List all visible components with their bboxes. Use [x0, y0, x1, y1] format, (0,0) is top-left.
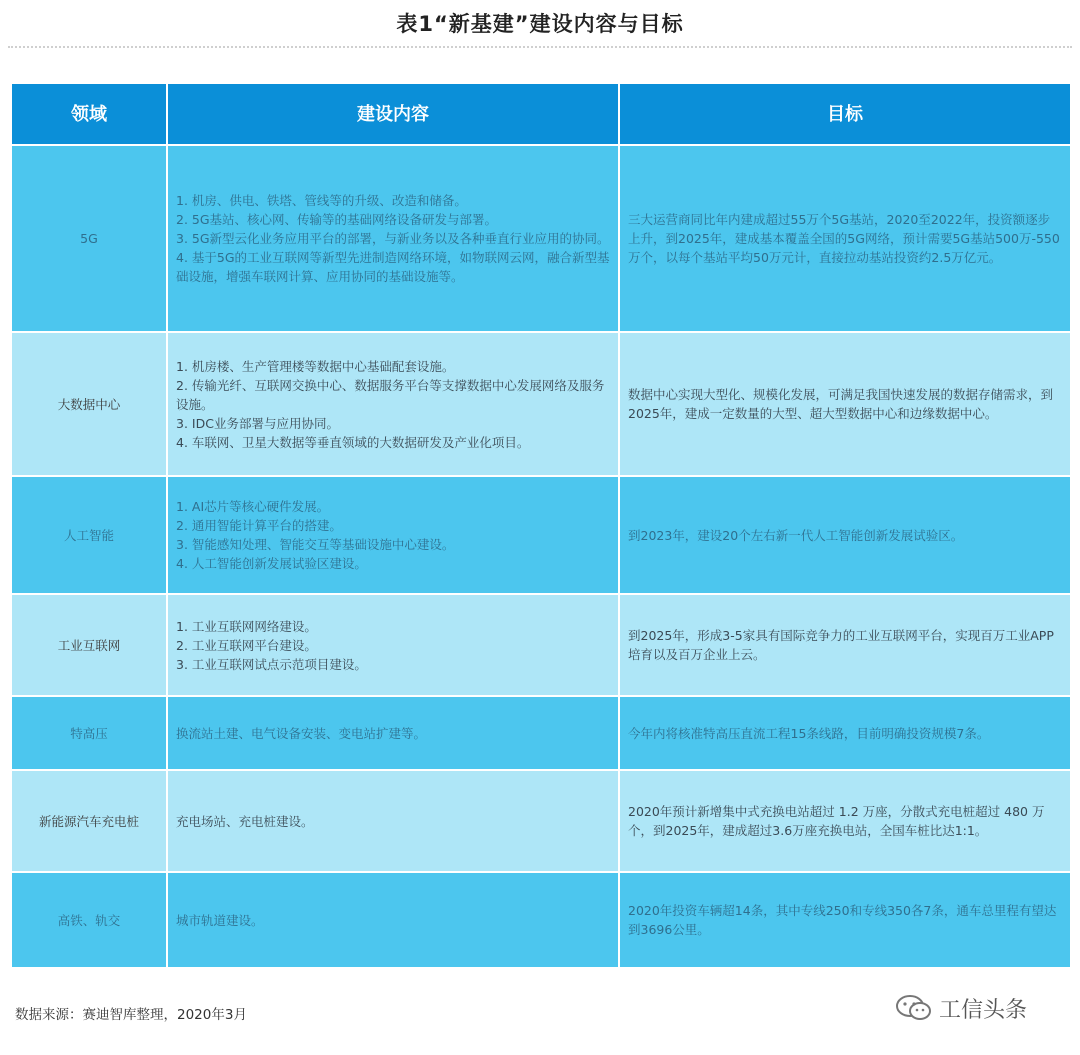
content-line: 充电场站、充电桩建设。 [176, 813, 314, 829]
title-divider [8, 46, 1072, 48]
row-target: 到2025年，形成3-5家具有国际竞争力的工业互联网平台，实现百万工业APP培育以及百万企业上云。 [619, 594, 1071, 696]
row-target: 到2023年，建设20个左右新一代人工智能创新发展试验区。 [619, 476, 1071, 594]
row-target: 今年内将核准特高压直流工程15条线路，目前明确投资规模7条。 [619, 696, 1071, 770]
content-line: 1. 工业互联网网络建设。 [176, 618, 317, 634]
row-target: 三大运营商同比年内建成超过55万个5G基站，2020至2022年，投资额逐步上升，到2025年，建成基本覆盖全国的5G网络，预计需要5G基站500万-550万个，以每个基站平均50万元计，直接拉动基站投资约2.5万亿元。 [619, 145, 1071, 332]
row-content [167, 594, 619, 696]
content-line: 4. 人工智能创新发展试验区建设。 [176, 556, 367, 571]
data-source-note: 数据来源：赛迪智库整理，2020年3月 [15, 1007, 247, 1023]
content-line: 3. 智能感知处理、智能交互等基础设施中心建设。 [176, 537, 455, 552]
row-field: 工业互联网 [11, 594, 167, 696]
content-line: 2. 5G基站、核心网、传输等的基础网络设备研发与部署。 [176, 212, 498, 227]
table-row [11, 696, 1071, 770]
table-row [11, 872, 1071, 968]
table-row [11, 770, 1071, 872]
content-line: 1. 机房楼、生产管理楼等数据中心基础配套设施。 [176, 358, 455, 374]
table-row [11, 145, 1071, 332]
table-row [11, 332, 1071, 476]
content-line: 3. 工业互联网试点示范项目建设。 [176, 656, 367, 672]
row-target: 2020年预计新增集中式充换电站超过 1.2 万座，分散式充电桩超过 480 万个，到2025年，建成超过3.6万座充换电站，全国车桩比达1:1。 [619, 770, 1071, 872]
table-row [11, 476, 1071, 594]
row-field: 5G [11, 145, 167, 332]
content-line: 4. 车联网、卫星大数据等垂直领域的大数据研发及产业化项目。 [176, 434, 530, 450]
row-content [167, 145, 619, 332]
content-line: 1. AI芯片等核心硬件发展。 [176, 499, 330, 514]
content-line: 1. 机房、供电、铁塔、管线等的升级、改造和储备。 [176, 193, 467, 208]
header-target: 目标 [619, 83, 1071, 145]
table-header-row [11, 83, 1071, 145]
row-field: 高铁、轨交 [11, 872, 167, 968]
wechat-icon [895, 993, 933, 1023]
content-line: 2. 通用智能计算平台的搭建。 [176, 518, 342, 533]
content-line: 2. 传输光纤、互联网交换中心、数据服务平台等支撑数据中心发展网络及服务设施。 [176, 377, 605, 412]
row-target: 数据中心实现大型化、规模化发展，可满足我国快速发展的数据存储需求，到2025年，建成一定数量的大型、超大型数据中心和边缘数据中心。 [619, 332, 1071, 476]
content-line: 4. 基于5G的工业互联网等新型先进制造网络环境，如物联网云网，融合新型基础设施，增强车联网计算、应用协同的基础设施等。 [176, 250, 610, 284]
row-content [167, 332, 619, 476]
content-line: 换流站土建、电气设备安装、变电站扩建等。 [176, 725, 427, 741]
construction-table [10, 82, 1072, 969]
row-field: 大数据中心 [11, 332, 167, 476]
content-line: 3. 5G新型云化业务应用平台的部署，与新业务以及各种垂直行业应用的协同。 [176, 231, 610, 246]
watermark [895, 990, 1027, 1026]
row-content [167, 872, 619, 968]
row-field: 新能源汽车充电桩 [11, 770, 167, 872]
page-title: 表1“新基建”建设内容与目标 [396, 12, 684, 36]
row-field: 人工智能 [11, 476, 167, 594]
row-target: 2020年投资车辆超14条，其中专线250和专线350各7条，通车总里程有望达到3696公里。 [619, 872, 1071, 968]
content-line: 3. IDC业务部署与应用协同。 [176, 415, 339, 431]
table-row [11, 594, 1071, 696]
row-content [167, 770, 619, 872]
content-line: 城市轨道建设。 [176, 912, 264, 928]
watermark-text: 工信头条 [939, 997, 1028, 1023]
row-field: 特高压 [11, 696, 167, 770]
row-content [167, 696, 619, 770]
content-line: 2. 工业互联网平台建设。 [176, 637, 317, 653]
header-content: 建设内容 [167, 83, 619, 145]
row-content [167, 476, 619, 594]
header-field: 领域 [11, 83, 167, 145]
